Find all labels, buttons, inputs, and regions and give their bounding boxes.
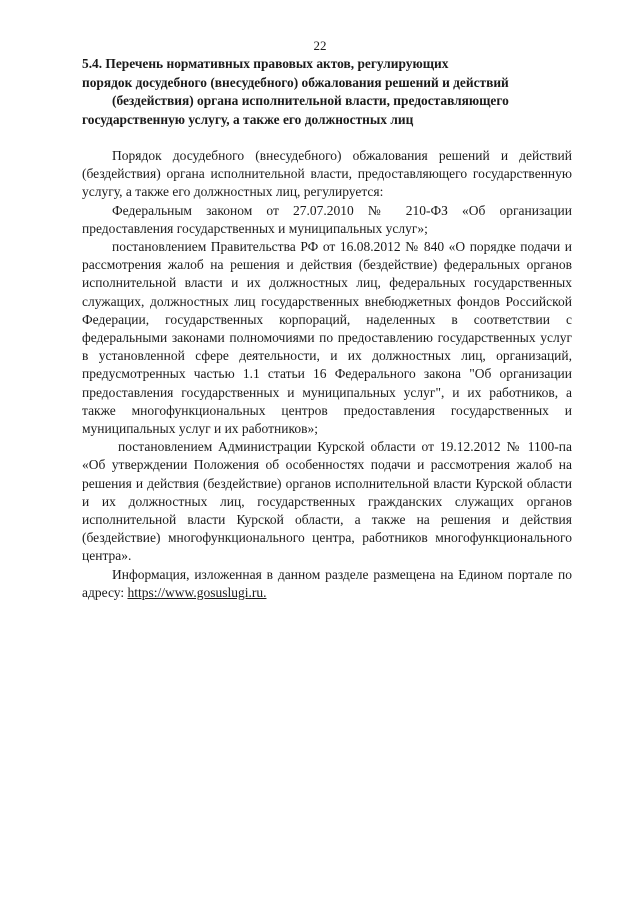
heading-line-3: (бездействия) органа исполнительной власти, предоставляющего [112,93,509,108]
paragraph-government-decree: постановлением Правительства РФ от 16.08.2012 № 840 «О порядке подачи и рассмотрения жалоб на решения и действия (бездействие) федеральных органов исполнительной власти и их должностных лиц, федеральных государственных служащих, должностных лиц государственных внебюджетных фондов Российской Федерации, государственных корпораций, наделенных в соответствии с федеральными законами полномочиями по предоставлению государственных услуг в установленной сфере деятельности, и их должностных лиц, организаций, предусмотренных частью 1.1 статьи 16 Федерального закона "Об организации предоставления государственных и муниципальных услуг", и их работников, а также многофункциональных центров предоставления государственных и муниципальных услуг и их работников»; [82,239,572,437]
section-heading [82,55,568,129]
heading-line-2: порядок досудебного (внесудебного) обжалования решений и действий [82,74,509,90]
paragraph-federal-law: Федеральным законом от 27.07.2010 № 210-ФЗ «Об организации предоставления государственных и муниципальных услуг»; [82,202,572,236]
gosuslugi-link[interactable]: https://www.gosuslugi.ru. [127,584,267,600]
paragraph-portal-info [82,566,572,602]
document-body [82,147,572,602]
page-number: 22 [313,38,327,53]
portal-info-text: Информация, изложенная в данном разделе размещена на Едином портале по адресу: [82,566,572,600]
paragraph-kursk-decree: постановлением Администрации Курской области от 19.12.2012 № 1100-па «Об утверждении Положения об особенностях подачи и рассмотрения жалоб на решения и действия (бездействие) органов исполнительной власти Курской области и их должностных лиц, государственных гражданских служащих органов исполнительной власти Курской области, а также на решения и действия (бездействие) многофункционального центра, работников многофункционального центра». [82,439,572,564]
heading-line-1: 5.4. Перечень нормативных правовых актов, регулирующих [82,56,449,71]
heading-line-4: государственную услугу, а также его должностных лиц [82,111,414,127]
paragraph-regulation-intro: Порядок досудебного (внесудебного) обжалования решений и действий (бездействия) органа исполнительной власти, предоставляющего государственную услугу, а также его должностных лиц, регулируется: [82,148,572,200]
